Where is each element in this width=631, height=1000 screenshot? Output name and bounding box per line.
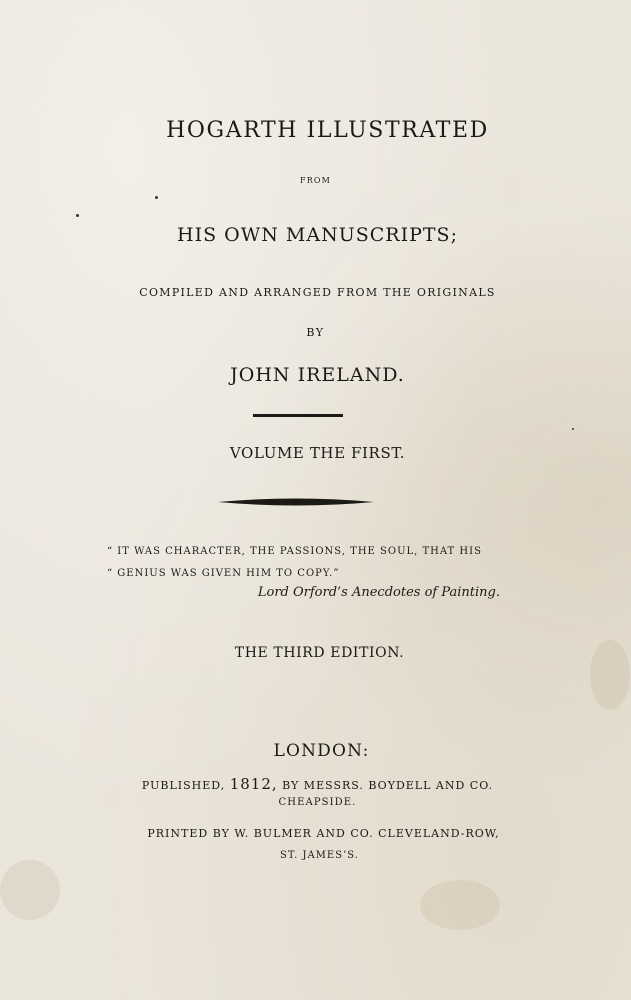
epigraph-line-1: “ IT WAS CHARACTER, THE PASSIONS, THE SOUL, THAT HIS (107, 546, 482, 557)
ink-speck (155, 196, 158, 199)
imprint-city: LONDON: (273, 741, 370, 761)
volume-statement: VOLUME THE FIRST. (229, 444, 406, 462)
imprint-published-line (2, 775, 631, 793)
book-title: HOGARTH ILLUSTRATED (166, 118, 489, 143)
epigraph-line-2: “ GENIUS WAS GIVEN HIM TO COPY.” (107, 568, 340, 579)
publication-year: 1812, (229, 775, 278, 793)
epigraph-attribution: Lord Orford’s Anecdotes of Painting. (257, 585, 500, 600)
paper-stain (0, 860, 60, 920)
printer-street: ST. JAMES’S. (280, 850, 359, 861)
published-prefix: PUBLISHED, (141, 779, 226, 792)
compiled-statement: COMPILED AND ARRANGED FROM THE ORIGINALS (139, 286, 496, 299)
thick-rule-divider (253, 414, 343, 417)
author-name: JOHN IRELAND. (230, 364, 405, 386)
swelled-rule-divider (218, 496, 374, 508)
printer-line: PRINTED BY W. BULMER AND CO. CLEVELAND-ROW, (147, 827, 500, 840)
paper-stain (420, 880, 500, 930)
imprint-location: CHEAPSIDE. (278, 797, 357, 808)
book-subtitle: HIS OWN MANUSCRIPTS; (177, 224, 458, 246)
ink-speck (76, 214, 79, 217)
publisher-name: BY MESSRS. BOYDELL AND CO. (282, 779, 494, 792)
title-connector-from: FROM (299, 176, 332, 185)
edition-statement: THE THIRD EDITION. (234, 645, 405, 661)
author-connector-by: BY (306, 326, 325, 339)
ink-speck (572, 428, 574, 430)
